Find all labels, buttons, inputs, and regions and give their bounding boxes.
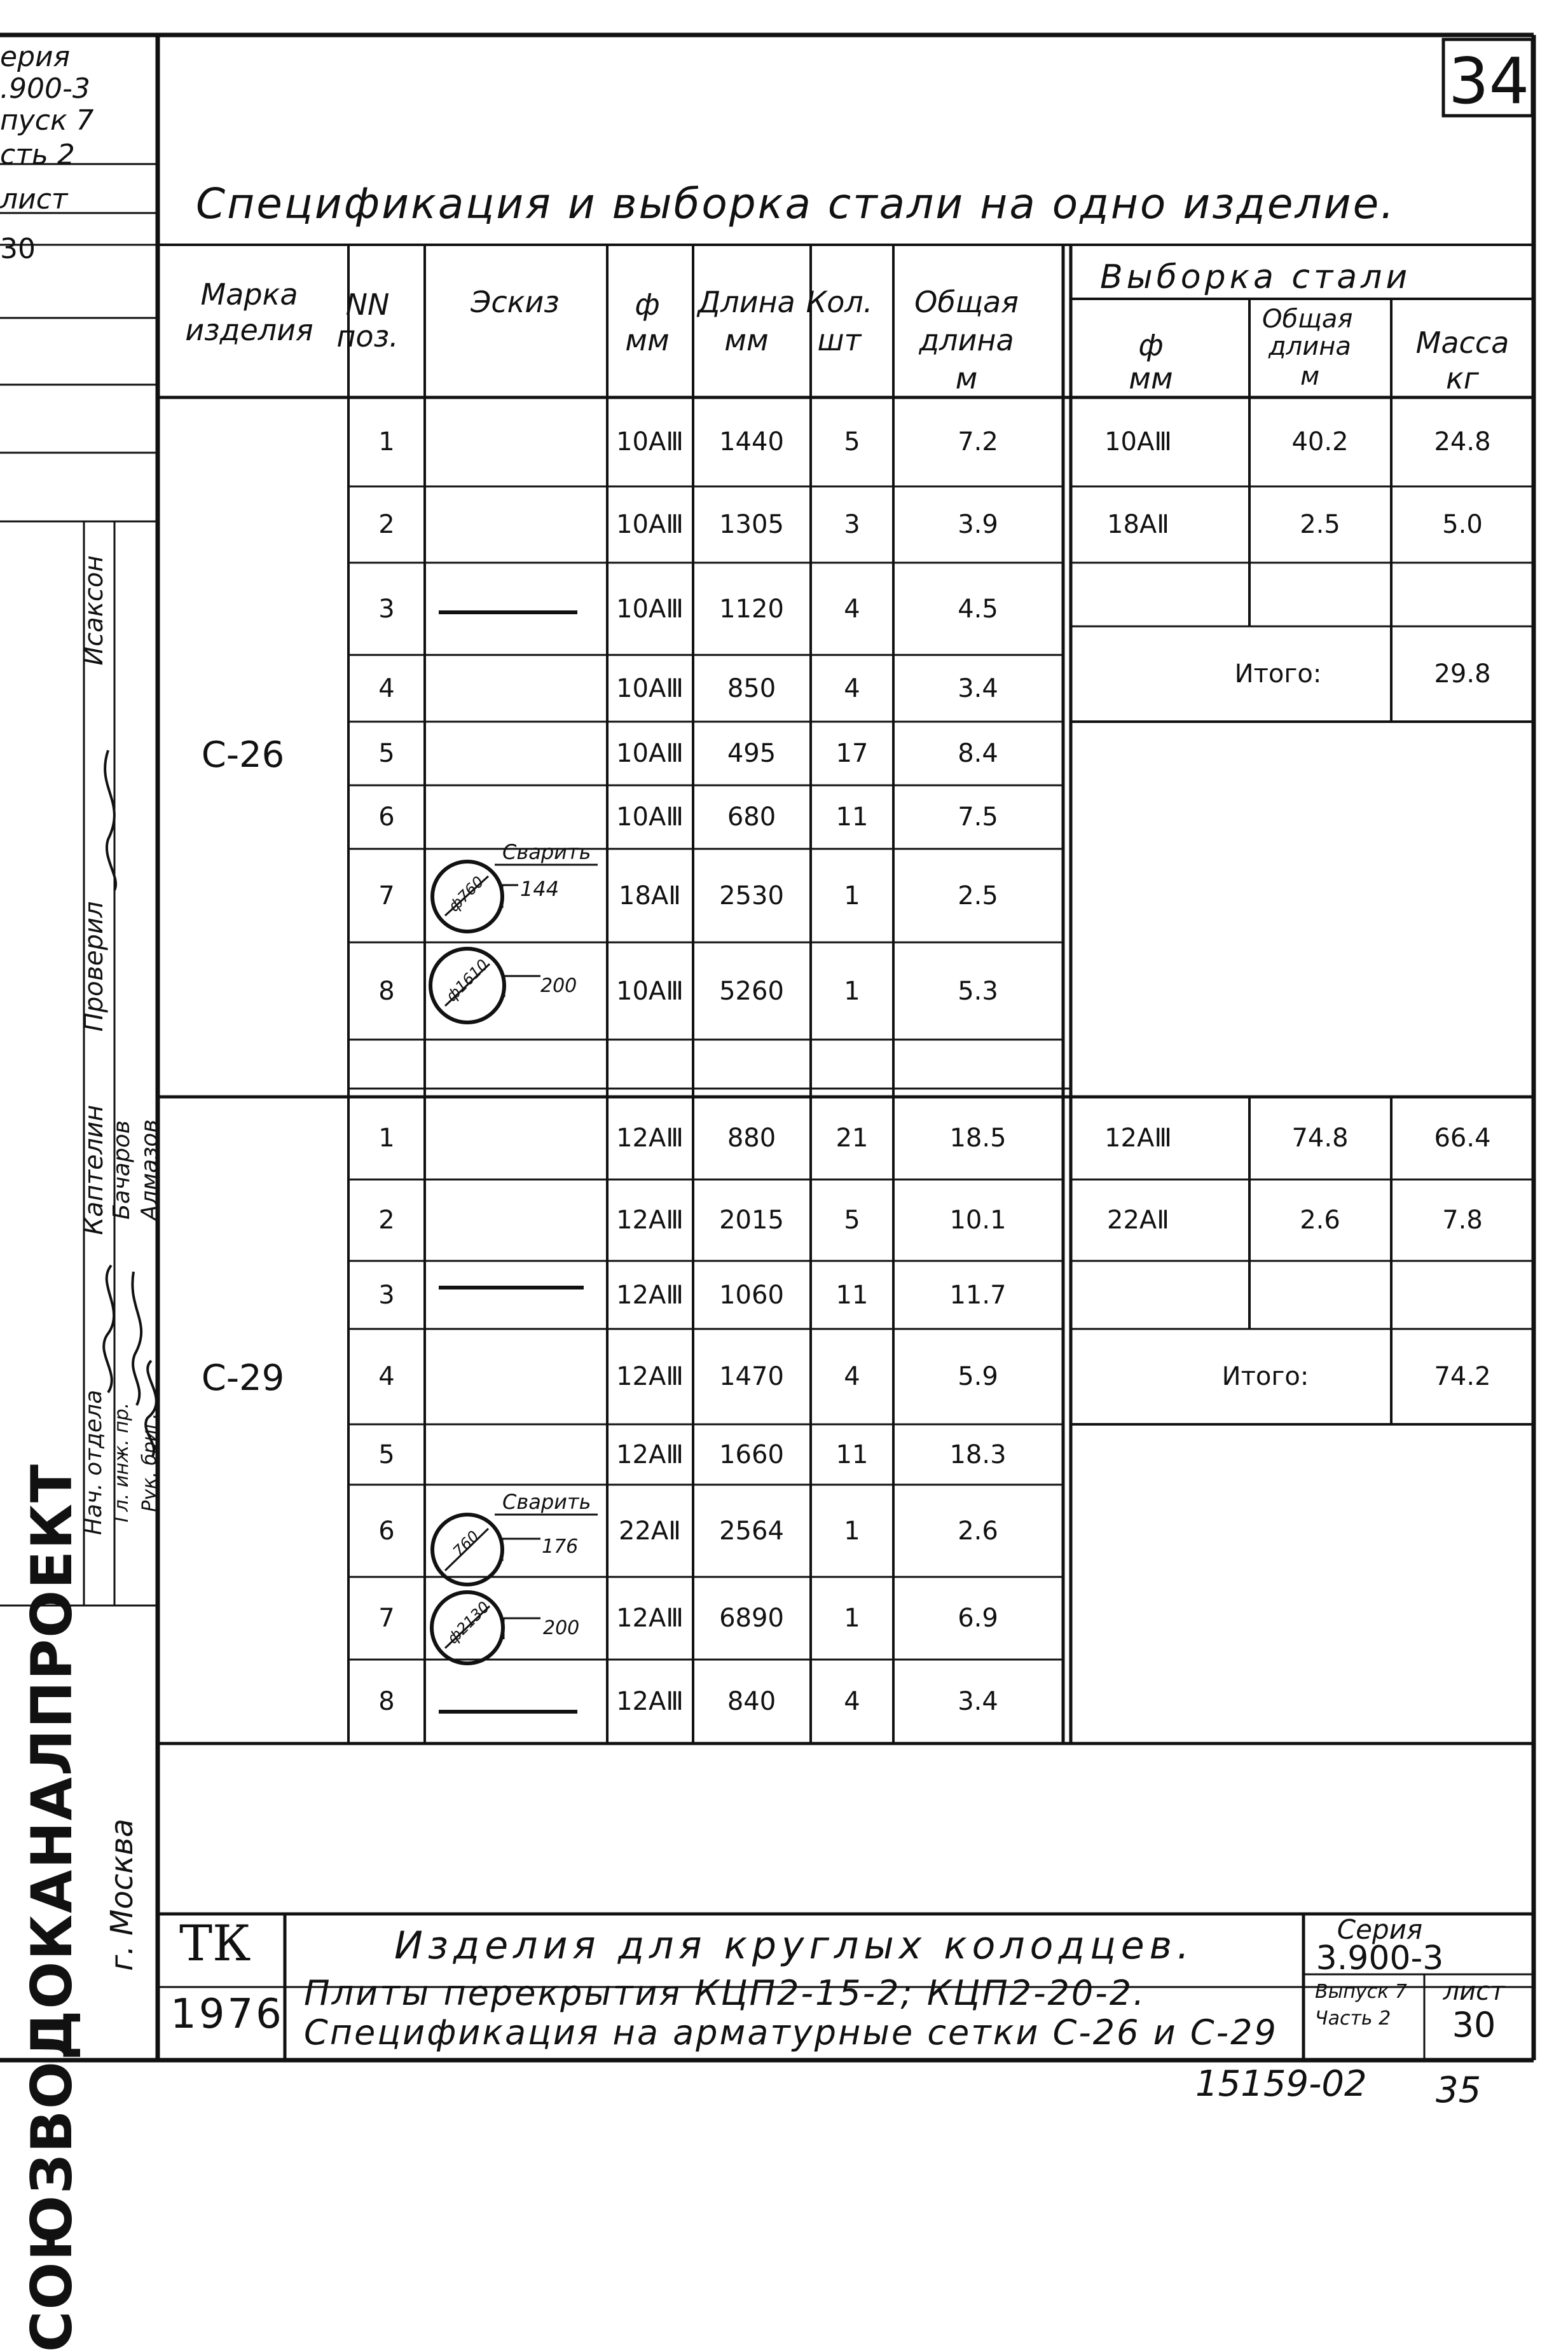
row-diameter: 10АⅢ <box>616 802 684 832</box>
issue-number: Выпуск 7 <box>1315 1981 1407 2003</box>
sheet-number-block: 30 <box>1452 2005 1496 2045</box>
row-pos: 7 <box>378 881 395 911</box>
header-steel-dia-2: мм <box>1129 361 1173 395</box>
steel-total-length: 74.8 <box>1291 1124 1349 1153</box>
row-total-length: 2.5 <box>958 881 998 911</box>
row-diameter: 12АⅢ <box>616 1124 684 1153</box>
row-pos: 1 <box>378 427 395 457</box>
group-mark-c26: С-26 <box>201 734 285 776</box>
row-quantity: 3 <box>844 510 860 539</box>
margin-series-label: ерия <box>0 41 71 73</box>
row-length: 880 <box>727 1124 776 1153</box>
row-length: 1120 <box>719 594 784 624</box>
row-diameter: 12АⅢ <box>616 1687 684 1716</box>
steel-diameter: 12АⅢ <box>1104 1124 1172 1153</box>
row-quantity: 4 <box>844 673 860 703</box>
steel-mass: 7.8 <box>1442 1206 1483 1235</box>
margin-part: сть 2 <box>0 139 75 171</box>
row-pos: 2 <box>378 1206 395 1235</box>
row-length: 2564 <box>719 1516 784 1546</box>
row-length: 840 <box>727 1687 776 1716</box>
row-length: 6890 <box>719 1604 784 1633</box>
part-number: Часть 2 <box>1315 2007 1391 2030</box>
org-name: СОЮЗВОДОКАНАЛПРОЕКТ <box>19 1462 85 2352</box>
header-steel-total-1: Общая <box>1262 305 1353 334</box>
row-total-length: 4.5 <box>958 594 998 624</box>
row-quantity: 1 <box>844 976 860 1006</box>
row-pos: 6 <box>378 1516 395 1546</box>
steel-mass: 5.0 <box>1442 510 1483 539</box>
row-diameter: 12АⅢ <box>616 1280 684 1310</box>
sheet-number: 34 <box>1448 44 1530 118</box>
row-length: 850 <box>727 673 776 703</box>
itogo-value: 29.8 <box>1434 659 1491 689</box>
row-total-length: 11.7 <box>949 1280 1007 1310</box>
series-number: 3.900-3 <box>1316 1939 1444 1977</box>
row-diameter: 10АⅢ <box>616 427 684 457</box>
header-total-2: длина <box>919 323 1014 357</box>
row-diameter: 12АⅢ <box>616 1604 684 1633</box>
role-head: Нач. отдела <box>81 1389 107 1536</box>
row-length: 680 <box>727 802 776 832</box>
steel-diameter: 22АⅡ <box>1107 1206 1169 1235</box>
weld-note-c26: Сварить <box>502 840 591 864</box>
row-diameter: 10АⅢ <box>616 594 684 624</box>
row-pos: 3 <box>378 1280 395 1310</box>
row-quantity: 4 <box>844 1687 860 1716</box>
dim-c29-6: 176 <box>542 1536 579 1558</box>
row-total-length: 5.9 <box>958 1362 998 1391</box>
header-steel-group: Выборка стали <box>1100 258 1412 296</box>
footer-page: 35 <box>1436 2070 1482 2111</box>
row-pos: 8 <box>378 1687 395 1716</box>
row-pos: 3 <box>378 594 395 624</box>
header-total-3: м <box>955 361 978 395</box>
row-quantity: 11 <box>836 802 869 832</box>
itogo-value: 74.2 <box>1434 1362 1491 1391</box>
title-line-2: Плиты перекрытия КЦП2-15-2; КЦП2-20-2. <box>304 1973 1146 2013</box>
row-pos: 7 <box>378 1604 395 1633</box>
row-diameter: 12АⅢ <box>616 1440 684 1469</box>
ring-label-c26-8: ф1610 <box>443 956 492 1005</box>
row-diameter: 10АⅢ <box>616 673 684 703</box>
row-total-length: 3.9 <box>958 510 998 539</box>
row-quantity: 5 <box>844 1206 860 1235</box>
steel-total-length: 2.5 <box>1300 510 1340 539</box>
title-line-3: Спецификация на арматурные сетки С-26 и С-29 <box>304 2012 1278 2053</box>
row-total-length: 7.5 <box>958 802 998 832</box>
role-brigade: Рук. бриг. <box>139 1413 161 1512</box>
header-steel-dia-1: ф <box>1138 328 1164 362</box>
row-length: 1660 <box>719 1440 784 1469</box>
steel-mass: 24.8 <box>1434 427 1491 457</box>
row-total-length: 3.4 <box>958 673 998 703</box>
ring-label-c29-7: ф2130 <box>444 1598 493 1647</box>
margin-sheet-number: 30 <box>0 233 36 265</box>
header-steel-mass-2: кг <box>1446 361 1479 395</box>
header-qty-2: шт <box>817 323 862 357</box>
group-mark-c29: С-29 <box>201 1358 285 1399</box>
row-total-length: 6.9 <box>958 1604 998 1633</box>
margin-issue: пуск 7 <box>0 104 94 137</box>
row-quantity: 1 <box>844 1516 860 1546</box>
row-total-length: 18.5 <box>949 1124 1007 1153</box>
role-chief-eng: Гл. инж. пр. <box>111 1402 133 1523</box>
header-mark-2: изделия <box>185 313 313 347</box>
row-quantity: 1 <box>844 881 860 911</box>
name-isakson: Исаксон <box>79 555 109 666</box>
row-length: 2530 <box>719 881 784 911</box>
steel-diameter: 18АⅡ <box>1107 510 1169 539</box>
row-quantity: 11 <box>836 1440 869 1469</box>
row-total-length: 10.1 <box>949 1206 1007 1235</box>
margin-sheet-label: лист <box>0 183 68 216</box>
row-length: 2015 <box>719 1206 784 1235</box>
row-quantity: 21 <box>836 1124 869 1153</box>
org-city: г. Москва <box>104 1819 140 1971</box>
row-quantity: 11 <box>836 1280 869 1310</box>
steel-total-length: 2.6 <box>1300 1206 1340 1235</box>
row-total-length: 7.2 <box>958 427 998 457</box>
label-checked: Проверил <box>79 901 109 1032</box>
header-length-2: мм <box>724 323 769 357</box>
series-label: Серия <box>1337 1914 1423 1945</box>
row-quantity: 4 <box>844 594 860 624</box>
dim-c26-8: 200 <box>540 975 577 997</box>
title-line-1: Изделия для круглых колодцев. <box>394 1923 1195 1968</box>
header-dia-2: мм <box>625 323 670 357</box>
header-mark-1: Марка <box>200 277 298 312</box>
row-length: 1060 <box>719 1280 784 1310</box>
row-diameter: 18АⅡ <box>619 881 681 911</box>
row-length: 5260 <box>719 976 784 1006</box>
itogo-label: Итого: <box>1234 659 1322 689</box>
row-length: 495 <box>727 739 776 768</box>
header-pos-1: NN <box>345 287 390 322</box>
header-sketch: Эскиз <box>471 285 560 319</box>
row-diameter: 12АⅢ <box>616 1362 684 1391</box>
ring-label-c29-6: 760 <box>449 1527 483 1561</box>
header-dia-1: ф <box>635 287 660 322</box>
row-pos: 4 <box>378 1362 395 1391</box>
row-diameter: 10АⅢ <box>616 739 684 768</box>
year: 1976 <box>170 1991 284 2038</box>
tk-code: ТК <box>179 1915 251 1972</box>
row-pos: 5 <box>378 1440 395 1469</box>
row-diameter: 22АⅡ <box>619 1516 681 1546</box>
dim-c26-7: 144 <box>520 877 560 901</box>
row-quantity: 5 <box>844 427 860 457</box>
row-total-length: 2.6 <box>958 1516 998 1546</box>
row-quantity: 4 <box>844 1362 860 1391</box>
name-almazov: Алмазов <box>137 1119 163 1221</box>
page-title: Спецификация и выборка стали на одно изделие. <box>196 179 1396 228</box>
weld-note-c29: Сварить <box>502 1490 591 1514</box>
header-total-1: Общая <box>914 285 1019 319</box>
header-steel-total-3: м <box>1300 362 1320 391</box>
dim-c29-7: 200 <box>543 1617 580 1639</box>
row-diameter: 10АⅢ <box>616 976 684 1006</box>
name-bacharov: Бачаров <box>109 1120 135 1220</box>
row-diameter: 10АⅢ <box>616 510 684 539</box>
row-length: 1305 <box>719 510 784 539</box>
header-length-1: Длина <box>698 285 795 319</box>
steel-total-length: 40.2 <box>1291 427 1349 457</box>
ring-label-c26-7: ф760 <box>444 872 488 916</box>
row-pos: 8 <box>378 976 395 1006</box>
row-total-length: 8.4 <box>958 739 998 768</box>
steel-mass: 66.4 <box>1434 1124 1491 1153</box>
row-total-length: 18.3 <box>949 1440 1007 1469</box>
header-steel-total-2: длина <box>1269 332 1351 361</box>
itogo-label: Итого: <box>1221 1362 1309 1391</box>
footer-code: 15159-02 <box>1195 2063 1367 2105</box>
row-pos: 1 <box>378 1124 395 1153</box>
header-pos-2: поз. <box>336 319 399 354</box>
row-pos: 2 <box>378 510 395 539</box>
row-diameter: 12АⅢ <box>616 1206 684 1235</box>
header-steel-mass-1: Масса <box>1415 326 1510 360</box>
name-kaptelin: Каптелин <box>79 1104 109 1235</box>
row-pos: 4 <box>378 673 395 703</box>
row-total-length: 5.3 <box>958 976 998 1006</box>
row-quantity: 1 <box>844 1604 860 1633</box>
row-pos: 5 <box>378 739 395 768</box>
margin-series-number: .900-3 <box>0 72 90 105</box>
steel-diameter: 10АⅢ <box>1104 427 1172 457</box>
row-pos: 6 <box>378 802 395 832</box>
header-qty-1: Кол. <box>806 285 873 319</box>
row-total-length: 3.4 <box>958 1687 998 1716</box>
sheet-label: лист <box>1443 1977 1505 2006</box>
row-length: 1440 <box>719 427 784 457</box>
row-quantity: 17 <box>836 739 869 768</box>
row-length: 1470 <box>719 1362 784 1391</box>
